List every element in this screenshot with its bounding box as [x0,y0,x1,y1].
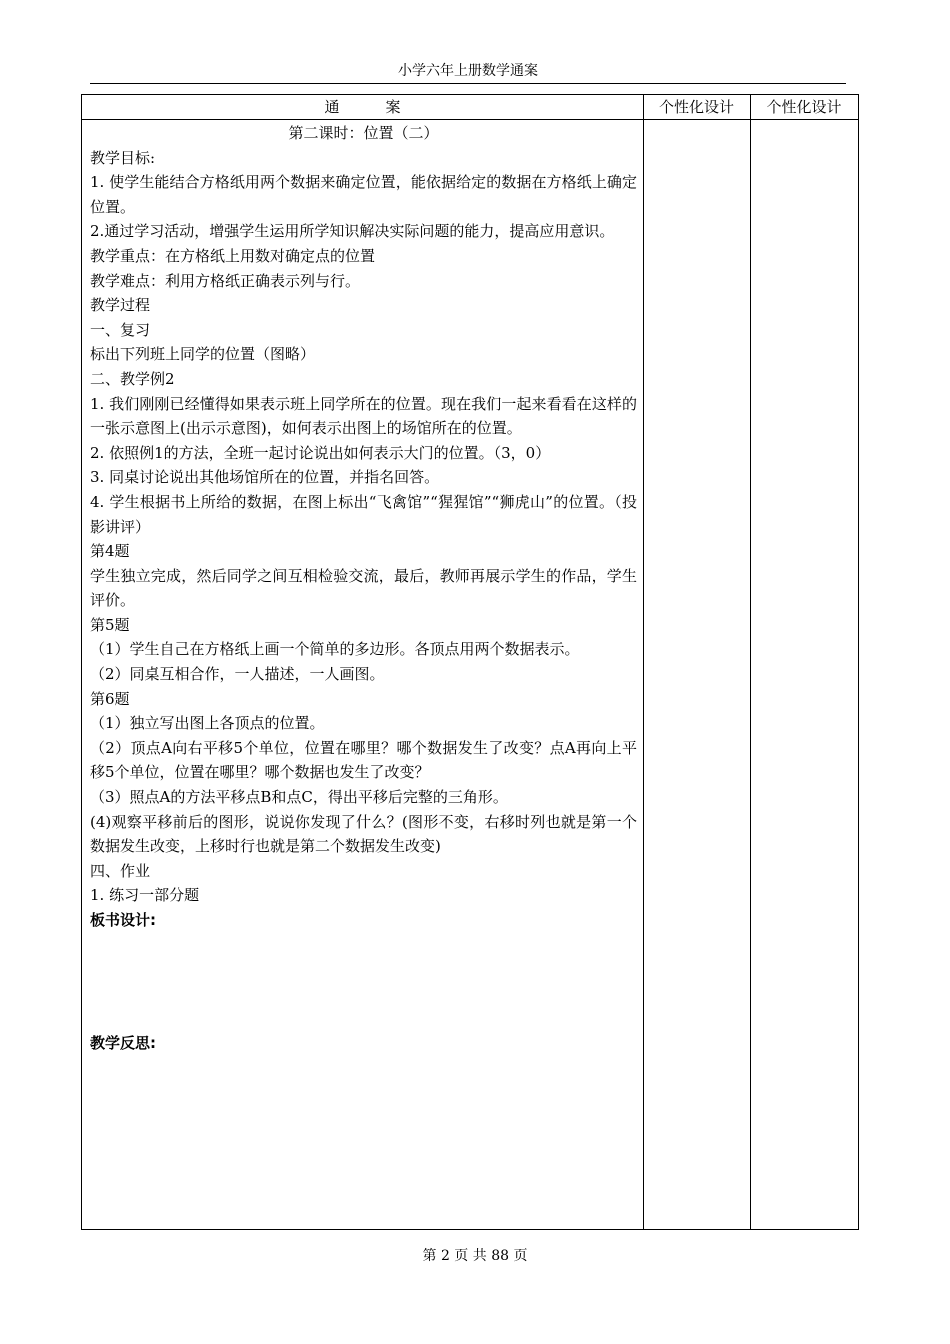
header-row-divider [82,119,858,120]
board-design-heading: 板书设计: [90,911,156,929]
header-personalized-design-2: 个性化设计 [766,98,842,116]
content-line: 教学难点：利用方格纸正确表示列与行。 [90,271,361,290]
board-design-space [90,933,637,1031]
content-line: 一、复习 [90,320,151,339]
content-line: 1. 使学生能结合方格纸用两个数据来确定位置，能依据给定的数据在方格纸上确定位置。 [90,173,637,216]
header-personalized-design-1: 个性化设计 [658,98,734,116]
header-main-plan: 通案 [324,98,447,116]
content-line: 二、教学例2 [90,369,175,388]
content-line: （2）同桌互相合作，一人描述，一人画图。 [90,665,385,684]
content-line: 1. 我们刚刚已经懂得如果表示班上同学所在的位置。现在我们一起来看看在这样的一张示意图上(出示示意图)，如何表示出图上的场馆所在的位置。 [90,394,637,438]
content-line: 第5题 [90,615,130,634]
content-line: 教学重点：在方格纸上用数对确定点的位置 [90,246,376,265]
lesson-plan-table [81,94,859,1230]
content-line: 2. 依照例1的方法，全班一起讨论说出如何表示大门的位置。（3，0） [90,443,551,462]
header-rule [90,83,846,84]
content-line: 标出下列班上同学的位置（图略） [90,345,316,364]
page-footer: 第 2 页 共 88 页 [422,1248,528,1264]
content-line: 学生独立完成，然后同学之间互相检验交流，最后，教师再展示学生的作品，学生评价。 [90,566,637,610]
content-line: 教学过程 [90,296,151,315]
column-divider [750,95,751,1229]
content-line: 1. 练习一部分题 [90,886,200,905]
page-header: 小学六年上册数学通案 [398,63,538,79]
content-line: （1）学生自己在方格纸上画一个简单的多边形。各顶点用两个数据表示。 [90,640,580,659]
content-line: 第6题 [90,689,130,708]
content-line: 教学目标: [90,148,156,167]
content-line: 第4题 [90,542,130,561]
content-line: （1）独立写出图上各顶点的位置。 [90,714,325,733]
column-divider [643,95,644,1229]
content-line: 3. 同桌讨论说出其他场馆所在的位置，并指名回答。 [90,468,440,487]
lesson-content [90,121,637,1055]
reflection-heading: 教学反思: [90,1033,156,1052]
content-line: 2.通过学习活动，增强学生运用所学知识解决实际问题的能力，提高应用意识。 [90,222,615,241]
content-line: (4)观察平移前后的图形，说说你发现了什么？(图形不变，右移时列也就是第一个数据发生改变，上移时行也就是第二个数据发生改变) [90,812,637,856]
content-line: 四、作业 [90,861,151,880]
content-line: （2）顶点A向右平移5个单位，位置在哪里？哪个数据发生了改变？点A再向上平移5个单位，位置在哪里？哪个数据也发生了改变？ [90,738,637,782]
content-line: （3）照点A的方法平移点B和点C，得出平移后完整的三角形。 [90,788,508,807]
lesson-title: 第二课时：位置（二） [288,124,439,142]
content-line: 4. 学生根据书上所给的数据，在图上标出“飞禽馆”“猩猩馆”“狮虎山”的位置。（投影讲评） [90,492,637,536]
